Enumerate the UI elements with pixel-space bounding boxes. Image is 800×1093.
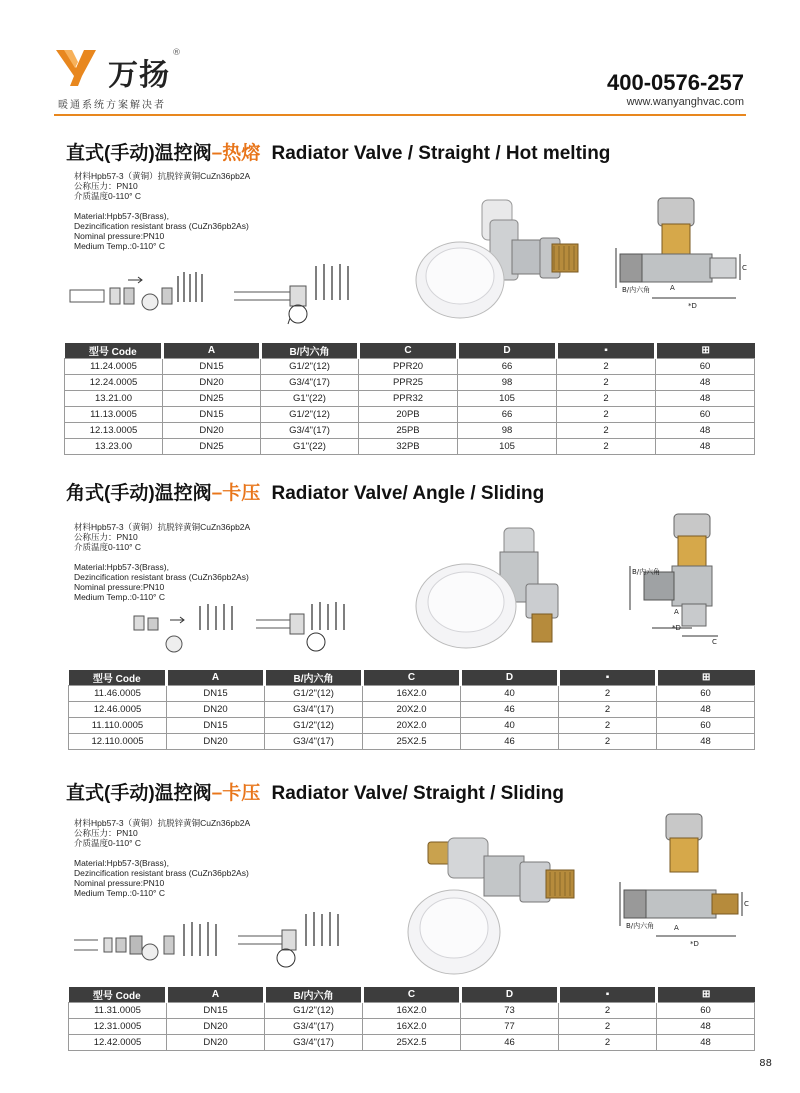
cell: G1"(22)	[261, 391, 359, 407]
dim-label-c: C	[742, 264, 747, 272]
spec-table-3	[68, 987, 755, 1051]
spec-line: Material:Hpb57-3(Brass),	[74, 211, 169, 221]
spec-line: Nominal pressure:PN10	[74, 231, 165, 241]
dim-label-d: *D	[688, 302, 697, 310]
col-header-b: B/内六角	[265, 987, 363, 1003]
cell: 12.31.0005	[69, 1019, 167, 1035]
col-header-carton-icon: ⊞	[657, 670, 755, 686]
table-row	[65, 423, 755, 439]
cell: 40	[461, 686, 559, 702]
cell: 20PB	[359, 407, 458, 423]
table-row	[65, 375, 755, 391]
brand-logo-icon	[54, 46, 102, 90]
col-header-a: A	[163, 343, 261, 359]
dimension-drawing-icon	[612, 188, 752, 318]
straight-valve-photo	[404, 832, 584, 982]
table-row	[69, 702, 755, 718]
registered-mark: ®	[172, 48, 181, 58]
col-header-d: D	[458, 343, 557, 359]
dim-label-b: B/内六角	[622, 286, 651, 294]
cell: 2	[557, 423, 656, 439]
cell: 2	[557, 407, 656, 423]
cell: 66	[458, 359, 557, 375]
cell: 12.110.0005	[69, 734, 167, 750]
dim-label-a: A	[670, 284, 675, 292]
cell: 12.42.0005	[69, 1035, 167, 1051]
cell: 60	[657, 1003, 755, 1019]
spec-line: Medium Temp.:0-110° C	[74, 888, 165, 898]
cell: 73	[461, 1003, 559, 1019]
cell: 13.23.00	[65, 439, 163, 455]
spec-line: Dezincification resistant brass (CuZn36pb2As)	[74, 221, 249, 231]
cell: 46	[461, 702, 559, 718]
dimension-drawing-icon	[616, 810, 752, 950]
cell: 66	[458, 407, 557, 423]
cell: 11.110.0005	[69, 718, 167, 734]
spec-table-2	[68, 670, 755, 750]
cell: DN15	[167, 1003, 265, 1019]
dim-label-a: A	[674, 608, 679, 616]
cell: G1/2"(12)	[261, 359, 359, 375]
cell: 12.13.0005	[65, 423, 163, 439]
spec-line: 介质温度0-110° C	[74, 542, 142, 552]
cell: 16X2.0	[363, 1003, 461, 1019]
cell: 60	[656, 359, 755, 375]
cell: 2	[557, 439, 656, 455]
section-title-en: Radiator Valve/ Angle / Sliding	[271, 483, 545, 504]
cell: 16X2.0	[363, 686, 461, 702]
cell: G1/2"(12)	[265, 686, 363, 702]
cell: 2	[557, 391, 656, 407]
spec-line: Dezincification resistant brass (CuZn36pb2As)	[74, 868, 249, 878]
cell: 48	[657, 734, 755, 750]
table-row	[65, 439, 755, 455]
cell: DN20	[163, 423, 261, 439]
cell: 11.46.0005	[69, 686, 167, 702]
cell: 2	[559, 686, 657, 702]
cell: 32PB	[359, 439, 458, 455]
spec-line: 介质温度0-110° C	[74, 838, 142, 848]
col-header-box-icon: ▪	[557, 343, 656, 359]
cell: 105	[458, 391, 557, 407]
spec-line: Material:Hpb57-3(Brass),	[74, 858, 169, 868]
cell: 11.24.0005	[65, 359, 163, 375]
cell: PPR20	[359, 359, 458, 375]
cell: 2	[559, 718, 657, 734]
website-link[interactable]: www.wanyanghvac.com	[626, 96, 744, 108]
col-header-d: D	[461, 670, 559, 686]
installation-sketch-icon	[66, 262, 216, 312]
spec-line: Dezincification resistant brass (CuZn36pb2As)	[74, 572, 249, 582]
brand-tagline: 暖通系统方案解决者	[58, 100, 166, 111]
section-title-method: –热熔	[211, 143, 261, 164]
brand-name: 万扬	[108, 58, 170, 93]
section-title-method: –卡压	[211, 483, 261, 504]
table-row	[65, 407, 755, 423]
cell: 12.24.0005	[65, 375, 163, 391]
cell: 2	[559, 1003, 657, 1019]
hotline-number: 400-0576-257	[606, 70, 744, 95]
cell: 11.31.0005	[69, 1003, 167, 1019]
spec-line: 公称压力：PN10	[74, 828, 138, 838]
section-2-specs	[74, 522, 250, 602]
col-header-c: C	[359, 343, 458, 359]
table-row	[69, 686, 755, 702]
cell: 60	[657, 718, 755, 734]
spec-line: 公称压力：PN10	[74, 181, 138, 191]
col-header-code: 型号 Code	[69, 670, 167, 686]
cell: DN20	[167, 1035, 265, 1051]
cell: 13.21.00	[65, 391, 163, 407]
section-title-method: –卡压	[211, 783, 261, 804]
col-header-box-icon: ▪	[559, 670, 657, 686]
section-title-en: Radiator Valve/ Straight / Sliding	[271, 783, 564, 804]
section-2-title	[66, 478, 544, 505]
cell: G1/2"(12)	[261, 407, 359, 423]
table-row	[69, 1035, 755, 1051]
installation-sketch-icon	[120, 600, 250, 660]
cell: DN20	[163, 375, 261, 391]
spec-line: Nominal pressure:PN10	[74, 878, 165, 888]
dim-label-c: C	[712, 638, 717, 646]
cell: 40	[461, 718, 559, 734]
cell: PPR32	[359, 391, 458, 407]
dim-label-d: *D	[690, 940, 699, 948]
installation-sketch-icon	[232, 256, 360, 326]
cell: 2	[559, 734, 657, 750]
spec-line: 公称压力：PN10	[74, 532, 138, 542]
cell: 48	[656, 423, 755, 439]
cell: 2	[557, 375, 656, 391]
cell: 20X2.0	[363, 718, 461, 734]
cell: 48	[656, 391, 755, 407]
dim-label-c: C	[744, 900, 749, 908]
spec-line: Nominal pressure:PN10	[74, 582, 165, 592]
cell: DN20	[167, 734, 265, 750]
cell: 46	[461, 1035, 559, 1051]
spec-line: 材料Hpb57-3（黄铜）抗脱锌黄铜CuZn36pb2A	[74, 522, 251, 532]
dim-label-b: B/内六角	[626, 922, 655, 930]
dim-label-d: *D	[672, 624, 681, 632]
installation-sketch-icon	[254, 600, 364, 660]
cell: 48	[656, 375, 755, 391]
spec-line: 介质温度0-110° C	[74, 191, 142, 201]
cell: 25X2.5	[363, 1035, 461, 1051]
col-header-a: A	[167, 987, 265, 1003]
cell: 46	[461, 734, 559, 750]
angle-valve-photo	[408, 524, 578, 654]
cell: G1/2"(12)	[265, 718, 363, 734]
spec-line: 材料Hpb57-3（黄铜）抗脱锌黄铜CuZn36pb2A	[74, 171, 251, 181]
installation-sketch-icon	[236, 906, 354, 972]
table-row	[69, 718, 755, 734]
cell: 77	[461, 1019, 559, 1035]
cell: DN15	[163, 359, 261, 375]
table-row	[65, 391, 755, 407]
section-3-title	[66, 778, 564, 805]
col-header-b: B/内六角	[261, 343, 359, 359]
cell: DN15	[163, 407, 261, 423]
cell: 11.13.0005	[65, 407, 163, 423]
cell: 16X2.0	[363, 1019, 461, 1035]
cell: 2	[559, 702, 657, 718]
cell: 12.46.0005	[69, 702, 167, 718]
col-header-d: D	[461, 987, 559, 1003]
table-row	[69, 734, 755, 750]
cell: 20X2.0	[363, 702, 461, 718]
section-3-specs	[74, 818, 250, 898]
cell: 48	[656, 439, 755, 455]
cell: DN25	[163, 391, 261, 407]
header-divider	[54, 114, 746, 116]
spec-line: Medium Temp.:0-110° C	[74, 241, 165, 251]
col-header-box-icon: ▪	[559, 987, 657, 1003]
cell: PPR25	[359, 375, 458, 391]
section-1-title	[66, 138, 610, 165]
cell: 60	[657, 686, 755, 702]
cell: 25X2.5	[363, 734, 461, 750]
section-title-cn: 角式(手动)温控阀	[66, 483, 212, 504]
col-header-code: 型号 Code	[69, 987, 167, 1003]
cell: G3/4"(17)	[265, 1019, 363, 1035]
section-1-specs	[74, 171, 250, 251]
col-header-carton-icon: ⊞	[656, 343, 755, 359]
cell: G3/4"(17)	[265, 734, 363, 750]
installation-sketch-icon	[72, 916, 222, 972]
spec-line: Material:Hpb57-3(Brass),	[74, 562, 169, 572]
spec-line: 材料Hpb57-3（黄铜）抗脱锌黄铜CuZn36pb2A	[74, 818, 251, 828]
col-header-c: C	[363, 670, 461, 686]
table-row	[65, 359, 755, 375]
col-header-carton-icon: ⊞	[657, 987, 755, 1003]
cell: 2	[559, 1019, 657, 1035]
cell: 2	[557, 359, 656, 375]
cell: G1/2"(12)	[265, 1003, 363, 1019]
dimension-drawing-icon	[622, 510, 738, 650]
spec-table-1	[64, 343, 755, 455]
cell: 25PB	[359, 423, 458, 439]
spec-line: Medium Temp.:0-110° C	[74, 592, 165, 602]
cell: DN15	[167, 718, 265, 734]
cell: G3/4"(17)	[265, 1035, 363, 1051]
cell: 60	[656, 407, 755, 423]
col-header-code: 型号 Code	[65, 343, 163, 359]
col-header-b: B/内六角	[265, 670, 363, 686]
cell: G3/4"(17)	[265, 702, 363, 718]
cell: G3/4"(17)	[261, 423, 359, 439]
dim-label-b: B/内六角	[632, 568, 661, 576]
cell: DN25	[163, 439, 261, 455]
col-header-c: C	[363, 987, 461, 1003]
cell: 98	[458, 375, 557, 391]
section-title-cn: 直式(手动)温控阀	[66, 783, 212, 804]
cell: G3/4"(17)	[261, 375, 359, 391]
table-row	[69, 1003, 755, 1019]
cell: 48	[657, 1035, 755, 1051]
dim-label-a: A	[674, 924, 679, 932]
cell: 2	[559, 1035, 657, 1051]
col-header-a: A	[167, 670, 265, 686]
cell: 48	[657, 1019, 755, 1035]
cell: G1"(22)	[261, 439, 359, 455]
cell: 48	[657, 702, 755, 718]
section-title-cn: 直式(手动)温控阀	[66, 143, 212, 164]
section-title-en: Radiator Valve / Straight / Hot melting	[271, 143, 611, 164]
cell: 98	[458, 423, 557, 439]
cell: 105	[458, 439, 557, 455]
cell: DN15	[167, 686, 265, 702]
cell: DN20	[167, 702, 265, 718]
cell: DN20	[167, 1019, 265, 1035]
table-row	[69, 1019, 755, 1035]
straight-valve-photo	[412, 180, 582, 330]
page-number: 88	[759, 1058, 772, 1069]
